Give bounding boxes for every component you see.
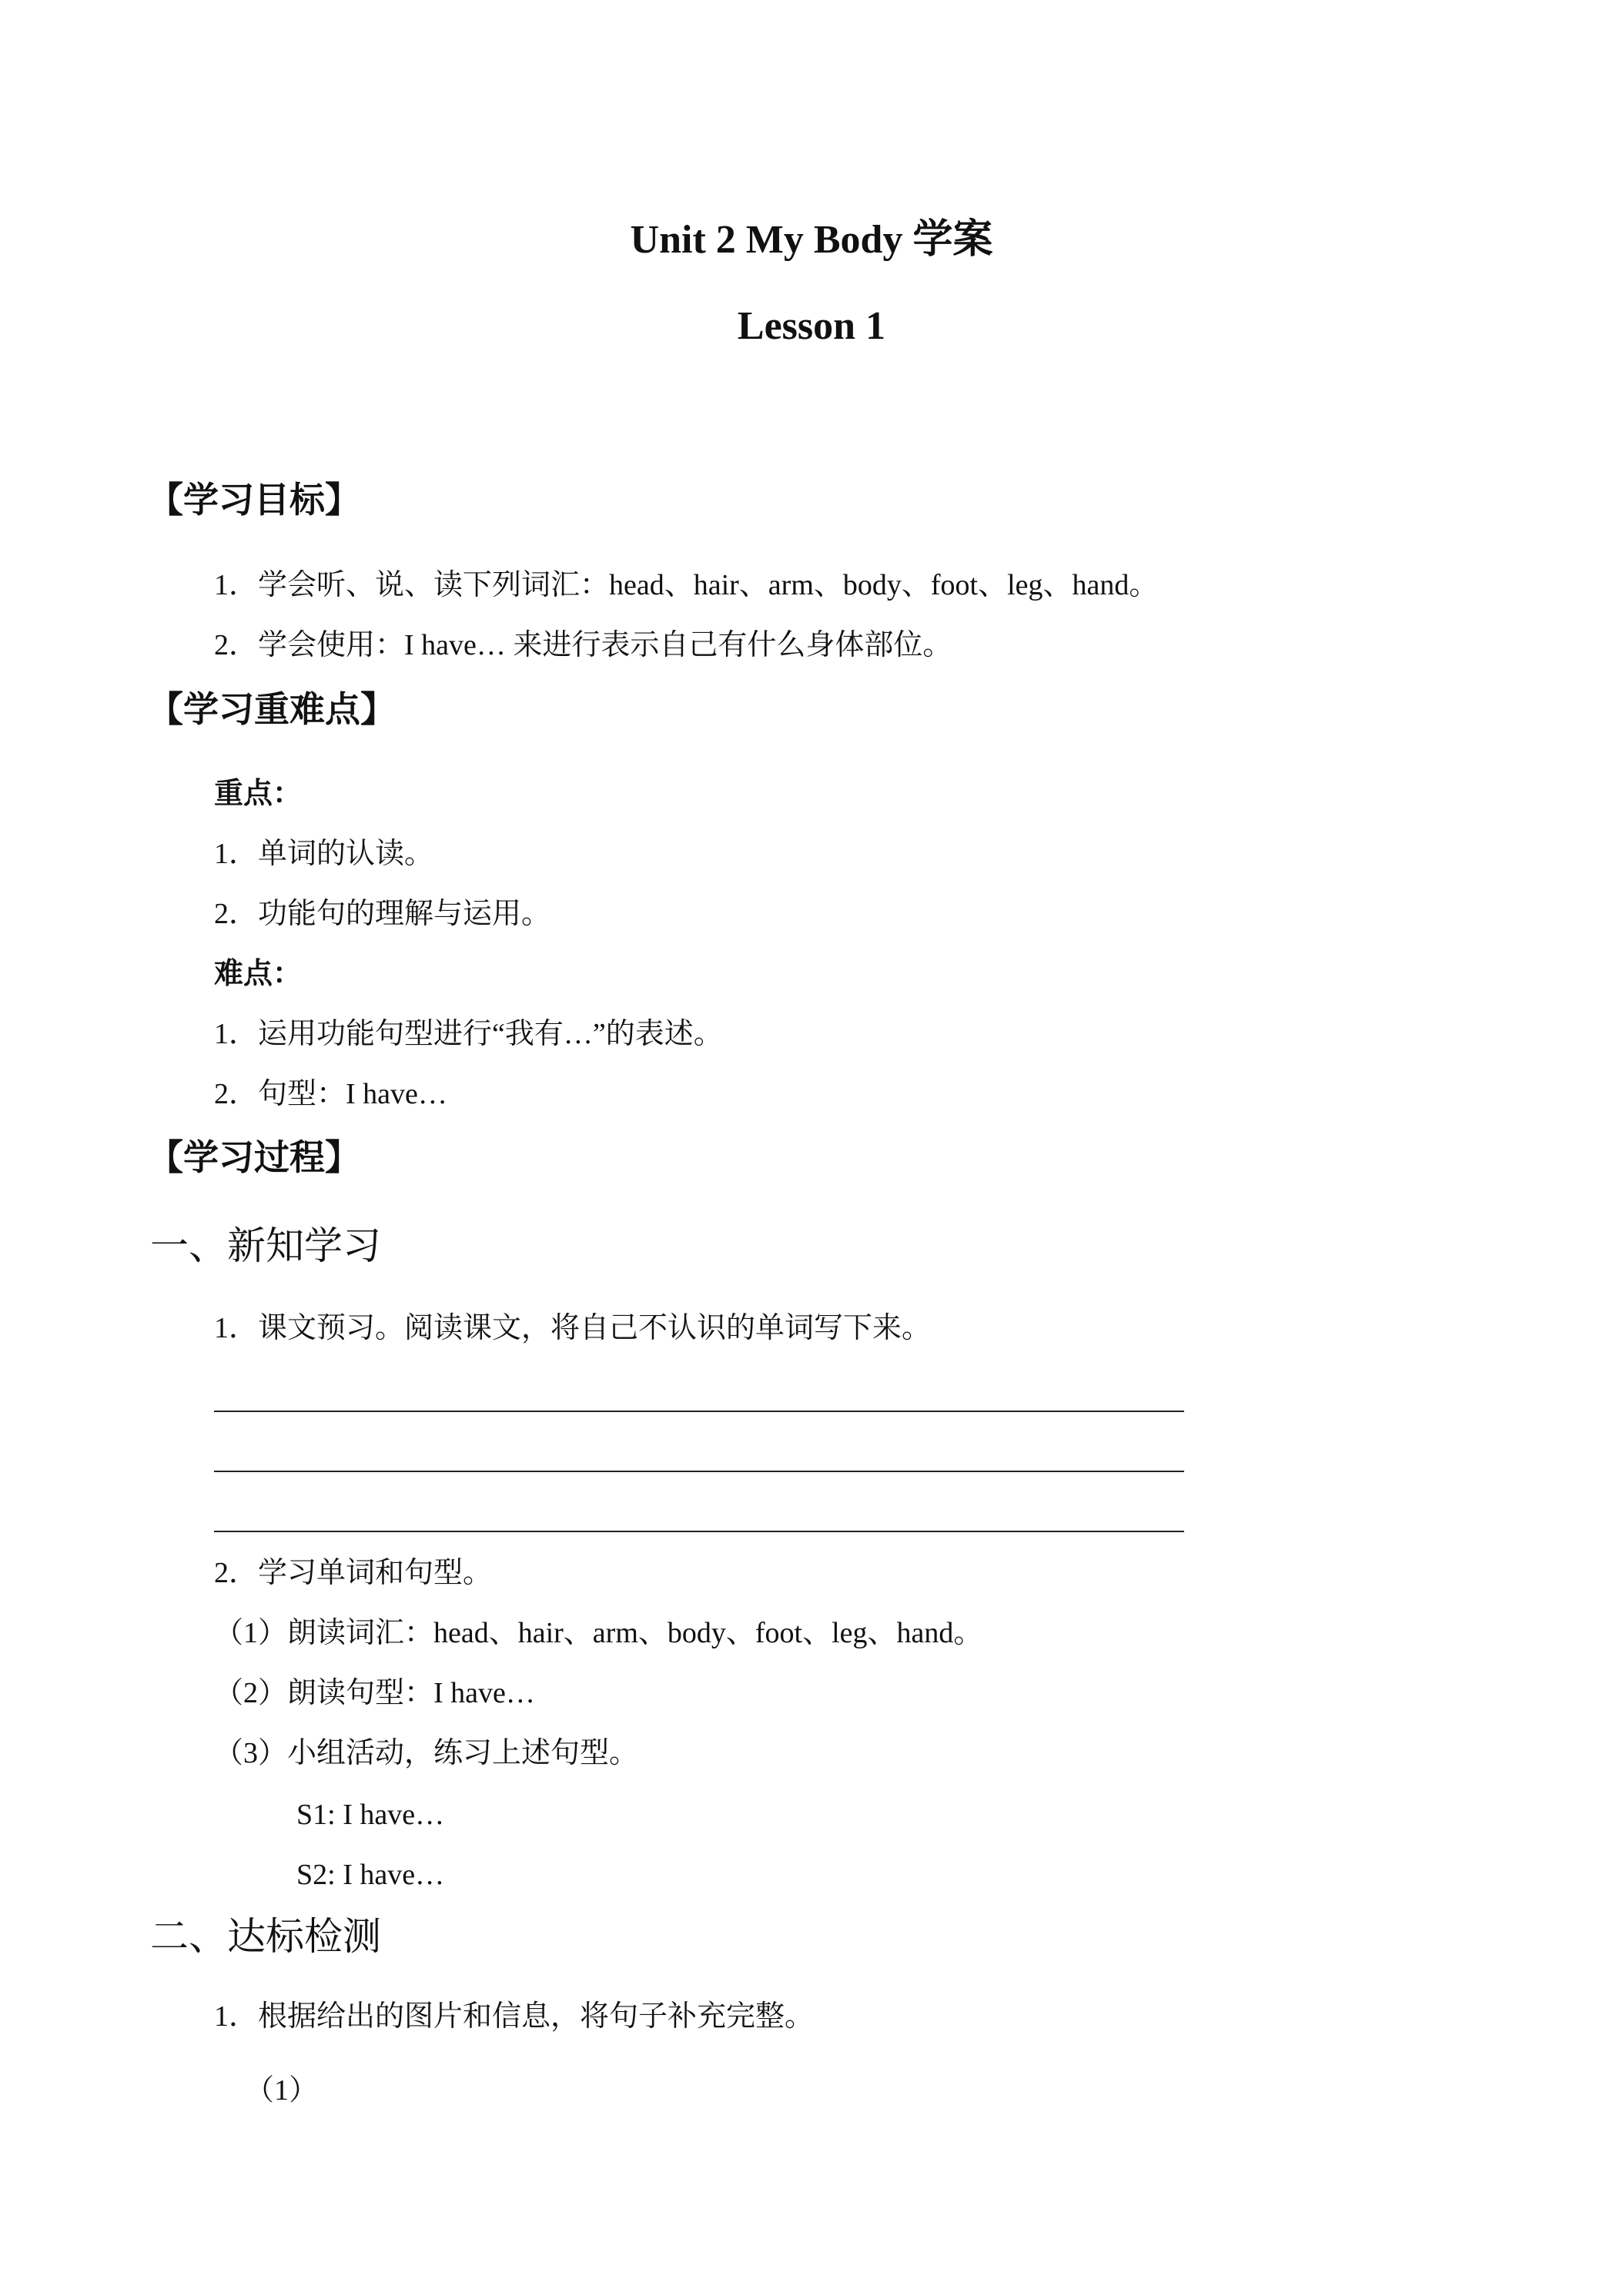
step-preview: 1．课文预习。阅读课文，将自己不认识的单词写下来。 xyxy=(214,1312,932,1344)
sub-item-2: （2）朗读句型：I have… xyxy=(214,1677,535,1709)
sub-item-1: （1）朗读词汇：head、hair、arm、body、foot、leg、hand。 xyxy=(214,1617,983,1649)
assessment-step-1: 1．根据给出的图片和信息，将句子补充完整。 xyxy=(214,2000,815,2033)
section-heading-objectives: 【学习目标】 xyxy=(148,479,360,520)
dialogue-line-1: S1: I have… xyxy=(296,1799,445,1831)
focus-item-2: 2．功能句的理解与运用。 xyxy=(214,898,551,930)
assessment-sub-1: （1） xyxy=(245,2074,319,2107)
difficulty-item-1: 1．运用功能句型进行“我有…”的表述。 xyxy=(214,1018,723,1050)
writing-line-3 xyxy=(214,1531,1184,1532)
objective-item-1: 1．学会听、说、读下列词汇：head、hair、arm、body、foot、leg、hand。 xyxy=(214,569,1159,601)
sub-item-3: （3）小组活动，练习上述句型。 xyxy=(214,1737,639,1769)
part-heading-new-knowledge: 一、新知学习 xyxy=(150,1224,381,1267)
writing-line-2 xyxy=(214,1471,1184,1472)
step-learn-words: 2．学习单词和句型。 xyxy=(214,1557,493,1589)
focus-label: 重点： xyxy=(214,778,303,810)
part-heading-assessment: 二、达标检测 xyxy=(150,1915,381,1958)
difficulty-item-2: 2．句型：I have… xyxy=(214,1078,447,1110)
lesson-title: Lesson 1 xyxy=(737,304,886,348)
section-heading-key-points: 【学习重难点】 xyxy=(148,688,396,730)
section-heading-process: 【学习过程】 xyxy=(148,1136,360,1178)
dialogue-line-2: S2: I have… xyxy=(296,1859,445,1891)
document-title: Unit 2 My Body 学案 xyxy=(630,218,993,262)
objective-item-2: 2．学会使用：I have… 来进行表示自己有什么身体部位。 xyxy=(214,629,952,661)
difficulty-label: 难点： xyxy=(214,958,303,990)
focus-item-1: 1．单词的认读。 xyxy=(214,838,434,870)
writing-line-1 xyxy=(214,1411,1184,1412)
